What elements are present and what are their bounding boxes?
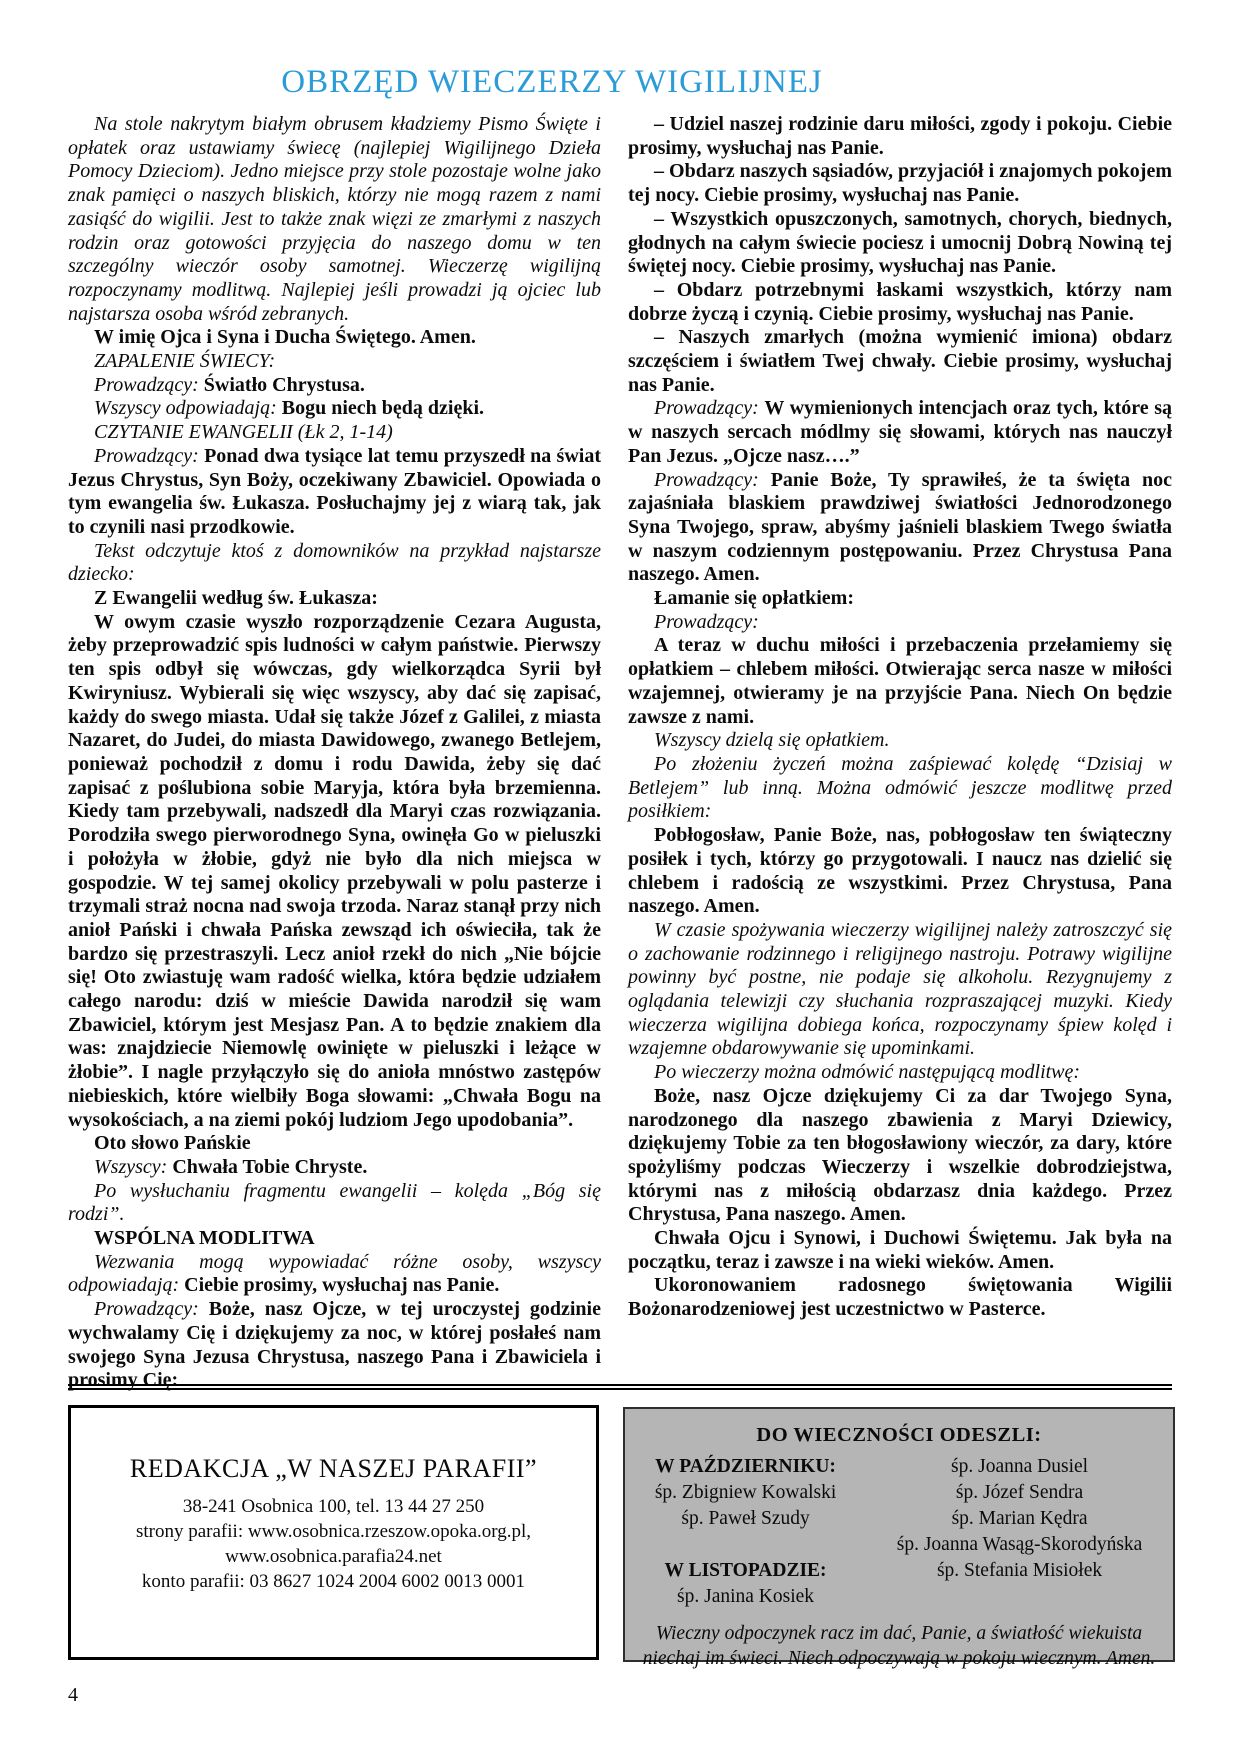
article-columns — [68, 113, 1172, 1393]
deceased-name: śp. Stefania Misiołek — [936, 1560, 1103, 1581]
deceased-name: śp. Paweł Szudy — [681, 1508, 810, 1529]
deceased-name: śp. Józef Sendra — [955, 1482, 1084, 1503]
paragraph: ZAPALENIE ŚWIECY: — [94, 350, 276, 373]
deceased-name: śp. Joanna Wasąg-Skorodyńska — [896, 1534, 1143, 1555]
paragraph: Prowadzący: Ponad dwa tysiące lat temu przyszedł na świat Jezus Chrystus, Syn Boży, oczekiwany Zbawiciel. Opowiada o tym ewangelia św. Łukasza. Posłuchajmy jej z wiarą tak, jak to czynili nasi przodkowie. — [68, 444, 601, 538]
paragraph: – Obdarz naszych sąsiadów, przyjaciół i znajomych pokojem tej nocy. Ciebie prosimy, wysłuchaj nas Panie. — [628, 160, 1172, 207]
paragraph: WSPÓLNA MODLITWA — [94, 1227, 315, 1250]
paragraph: Prowadzący: Boże, nasz Ojcze, w tej uroczystej godzinie wychwalamy Cię i dziękujemy za noc, w której posłałeś nam swojego Syna Jezusa Chrystusa, naszego Pana i Zbawiciela i prosimy Cię: — [68, 1298, 601, 1392]
paragraph: Prowadzący: — [654, 610, 759, 633]
paragraph: Wszyscy: Chwała Tobie Chryste. — [94, 1155, 368, 1178]
paragraph: Wszyscy odpowiadają: Bogu niech będą dzięki. — [94, 397, 485, 420]
paragraph: Po wieczerzy można odmówić następującą modlitwę: — [654, 1061, 1081, 1084]
paragraph: Prowadzący: Panie Boże, Ty sprawiłeś, że ta święta noc zajaśniała blaskiem prawdziwej światłości Jednorodzonego Syna Twojego, spraw, abyśmy jaśnieli blaskiem Twego światła w naszym codziennym postępowaniu. Przez Chrystusa Pana naszego. Amen. — [628, 468, 1172, 586]
right-column — [628, 113, 1172, 1393]
page-number: 4 — [68, 1684, 78, 1706]
deceased-name: śp. Janina Kosiek — [677, 1586, 815, 1607]
paragraph: W owym czasie wyszło rozporządzenie Cezara Augusta, żeby przeprowadzić spis ludności w całym państwie. Pierwszy ten spis odbył się wówczas, gdy wielkorządca Syrii był Kwiryniusz. Wybierali się więc wszyscy, aby dać się zapisać, każdy do swego miasta. Udał się także Józef z Galilei, z miasta Nazaret, do Judei, do miasta Dawidowego, zwanego Betlejem, ponieważ pochodził z domu i rodu Dawida, żeby się dać zapisać z poślubiona sobie Maryja, która była brzemienna. Kiedy tam przebywali, nadszedł dla Maryi czas rozwiązania. Porodziła swego pierworodnego Syna, owinęła Go w pieluszki i położyła w żłobie, gdyż nie było dla nich miejsca w gospodzie. W tej samej okolicy przebywali w polu pasterze i trzymali straż nocna nad swoja trzoda. Naraz stanął przy nich anioł Pański i chwała Pańska zewsząd ich oświeciła, tak że bardzo się przestraszyli. Lecz anioł rzekł do nich „Nie bójcie się! Oto zwiastuję wam radość wielka, która będzie udziałem całego narodu: dziś w mieście Dawida narodził się wam Zbawiciel, którym jest Mesjasz Pan. A to będzie znakiem dla was: znajdziecie Niemowlę owinięte w pieluszki i leżące w żłobie”. I nagle przyłączyło się do anioła mnóstwo zastępów niebieskich, które wielbiły Boga słowami: „Chwała Bogu na wysokościach, a na ziemi pokój ludziom Jego upodobania”. — [68, 610, 601, 1131]
paragraph: Oto słowo Pańskie — [94, 1132, 251, 1155]
paragraph: Po wysłuchaniu fragmentu ewangelii – kolęda „Bóg się rodzi”. — [68, 1179, 601, 1226]
paragraph: Na stole nakrytym białym obrusem kładziemy Pismo Święte i opłatek oraz ustawiamy świecę (najlepiej Wigilijnego Dzieła Pomocy Dzieciom). Jedno miejsce przy stole pozostaje wolne jako znak pamięci o naszych bliskich, którzy nie mogą razem z nami zasiąść do wigilii. Jest to także znak więzi ze zmarłymi z naszych rodzin oraz gotowości przyjęcia do naszego domu w ten szczególny wieczór osoby samotnej. Wieczerzę wigilijną rozpoczynamy modlitwą. Najlepiej jeśli prowadzi ją ojciec lub najstarsza osoba wśród zebranych. — [68, 113, 601, 325]
section-divider — [68, 1384, 1172, 1390]
paragraph: – Naszych zmarłych (można wymienić imiona) obdarz szczęściem i światłem Twej chwały. Ciebie prosimy, wysłuchaj nas Panie. — [628, 326, 1172, 396]
redakcja-contact-line: 38-241 Osobnica 100, tel. 13 44 27 250 — [182, 1496, 485, 1517]
paragraph: A teraz w duchu miłości i przebaczenia przełamiemy się opłatkiem – chlebem miłości. Otwierając serca nasze w miłości wzajemnej, otwieramy je na przyjście Pana. Niech On będzie zawsze z nami. — [628, 634, 1172, 728]
redakcja-contact-lines — [71, 1494, 596, 1594]
deceased-name: śp. Marian Kędra — [951, 1508, 1088, 1529]
odeszli-prayer: Wieczny odpoczynek racz im dać, Panie, a światłość wiekuista niechaj im świeci. Niech odpoczywają w pokoju wiecznym. Amen. — [642, 1623, 1156, 1669]
paragraph: Wszyscy dzielą się opłatkiem. — [654, 729, 890, 752]
paragraph: – Udziel naszej rodzinie daru miłości, zgody i pokoju. Ciebie prosimy, wysłuchaj nas Panie. — [628, 113, 1172, 159]
paragraph: Boże, nasz Ojcze dziękujemy Ci za dar Twojego Syna, narodzonego dla naszego zbawienia z Maryi Dziewicy, dziękujemy Tobie za ten błogosławiony wieczór, za dary, które spożyliśmy podczas Wieczerzy i wszelkie dobrodziejstwa, którymi nas z miłością obdarzasz dnia każdego. Przez Chrystusa, Pana naszego. Amen. — [628, 1084, 1172, 1226]
odeszli-months — [625, 1454, 866, 1610]
paragraph: Pobłogosław, Panie Boże, nas, pobłogosław ten świąteczny posiłek i tych, którzy go przygotowali. I naucz nas dzielić się chlebem i radością ze wszystkimi. Przez Chrystusa, Pana naszego. Amen. — [628, 824, 1172, 918]
paragraph: Wezwania mogą wypowiadać różne osoby, wszyscy odpowiadają: Ciebie prosimy, wysłuchaj nas Panie. — [68, 1250, 601, 1297]
paragraph: Prowadzący: W wymienionych intencjach oraz tych, które są w naszych sercach módlmy się słowami, których nas nauczył Pan Jezus. „Ojcze nasz….” — [628, 397, 1173, 467]
paragraph: CZYTANIE EWANGELII (Łk 2, 1-14) — [94, 421, 393, 444]
redakcja-contact-line: www.osobnica.parafia24.net — [225, 1546, 442, 1567]
month-label: W LISTOPADZIE: — [664, 1560, 827, 1581]
paragraph: – Wszystkich opuszczonych, samotnych, chorych, biednych, głodnych na całym świecie pociesz i umocnij Dobrą Nowiną tej świętej nocy. Ciebie prosimy, wysłuchaj nas Panie. — [628, 207, 1172, 278]
page-title: OBRZĘD WIECZERZY WIGILIJNEJ — [281, 64, 823, 100]
paragraph: W czasie spożywania wieczerzy wigilijnej należy zatroszczyć się o zachowanie rodzinnego i religijnego nastroju. Potrawy wigilijne powinny być postne, nie podaje się alkoholu. Rezygnujemy z oglądania telewizji czy słuchania rozpraszającej muzyki. Kiedy wieczerza wigilijna dobiega końca, rozpoczynamy śpiew kolęd i wzajemne obdarowywanie się upominkami. — [628, 918, 1172, 1060]
redakcja-contact-line: konto parafii: 03 8627 1024 2004 6002 0013 0001 — [141, 1571, 526, 1592]
spacer — [625, 1532, 866, 1558]
odeszli-names — [866, 1454, 1173, 1610]
redakcja-title: REDAKCJA „W NASZEJ PARAFII” — [129, 1454, 538, 1483]
paragraph: Z Ewangelii według św. Łukasza: — [94, 587, 378, 610]
redakcja-contact-line: strony parafii: www.osobnica.rzeszow.opoka.org.pl, — [135, 1521, 532, 1542]
paragraph: Ukoronowaniem radosnego świętowania Wigilii Bożonarodzeniowej jest uczestnictwo w Pasterce. — [628, 1274, 1172, 1321]
paragraph: Chwała Ojcu i Synowi, i Duchowi Świętemu. Jak była na początku, teraz i zawsze i na wieki wieków. Amen. — [628, 1227, 1172, 1273]
odeszli-columns — [625, 1454, 1173, 1610]
odeszli-box — [623, 1407, 1175, 1669]
month-label: W PAŹDZIERNIKU: — [655, 1456, 836, 1477]
paragraph: Prowadzący: Światło Chrystusa. — [94, 373, 365, 396]
paragraph: W imię Ojca i Syna i Ducha Świętego. Amen. — [94, 326, 476, 349]
paragraph: Łamanie się opłatkiem: — [654, 587, 854, 610]
redakcja-box — [68, 1405, 599, 1660]
paragraph: Po złożeniu życzeń można zaśpiewać kolędę “Dzisiaj w Betlejem” lub inną. Można odmówić jeszcze modlitwę przed posiłkiem: — [628, 752, 1172, 823]
paragraph: Tekst odczytuje ktoś z domowników na przykład najstarsze dziecko: — [68, 539, 601, 586]
left-column — [68, 113, 601, 1393]
paragraph: – Obdarz potrzebnymi łaskami wszystkich, którzy nam dobrze życzą i czynią. Ciebie prosimy, wysłuchaj nas Panie. — [628, 278, 1172, 325]
odeszli-title: DO WIECZNOŚCI ODESZLI: — [756, 1424, 1042, 1446]
deceased-name: śp. Zbigniew Kowalski — [654, 1482, 837, 1503]
deceased-name: śp. Joanna Dusiel — [951, 1456, 1089, 1477]
